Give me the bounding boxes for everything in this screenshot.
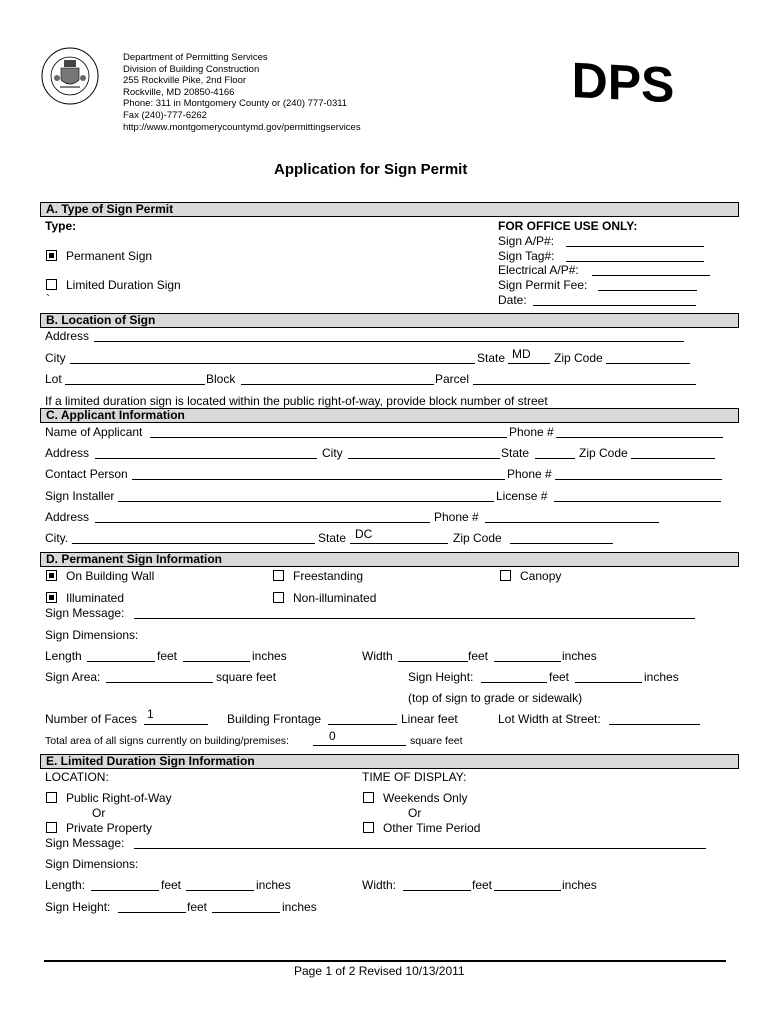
length-inches-unit: inches [252,649,287,663]
linear-feet-unit: Linear feet [401,712,458,726]
limited-height-feet-input[interactable] [118,912,186,913]
license-input[interactable] [554,501,721,502]
row-note: If a limited duration sign is located within the public right-of-way, provide block number of street [45,394,548,408]
lot-input[interactable] [65,384,205,385]
license-label: License # [496,489,548,503]
applicant-zip-label: Zip Code [579,446,628,460]
sign-dimensions-label: Sign Dimensions: [45,628,139,642]
section-e-heading: E. Limited Duration Sign Information [40,754,739,769]
time-or-text: Or [408,806,422,820]
electrical-ap-line [592,275,710,276]
header-link[interactable]: http://www.montgomerycountymd.gov/permittingservices [123,121,361,133]
building-frontage-input[interactable] [328,724,397,725]
limited-length-feet-input[interactable] [91,890,159,891]
length-feet-input[interactable] [87,661,155,662]
installer-city-label: City. [45,531,69,545]
installer-address-label: Address [45,510,90,524]
applicant-address-input[interactable] [95,458,317,459]
illuminated-label: Illuminated [66,591,125,605]
limited-width-inches-input[interactable] [494,890,561,891]
sign-height-feet-unit: feet [549,670,570,684]
applicant-state-input[interactable] [535,458,575,459]
contact-phone-input[interactable] [555,479,722,480]
date-line [533,305,696,306]
limited-width-inches-unit: inches [562,878,597,892]
sign-area-label: Sign Area: [45,670,101,684]
limited-duration-label: Limited Duration Sign [66,278,181,292]
total-area-label: Total area of all signs currently on building/premises: [45,735,289,747]
applicant-zip-input[interactable] [631,458,715,459]
width-feet-unit: feet [468,649,489,663]
lot-width-label: Lot Width at Street: [498,712,601,726]
sign-message-label: Sign Message: [45,606,125,620]
electrical-ap-field[interactable] [498,263,579,277]
office-field-label: Date: [498,293,527,307]
type-label: Type: [45,219,77,233]
lot-width-input[interactable] [609,724,700,725]
applicant-phone-label: Phone # [509,425,554,439]
width-label: Width [362,649,393,663]
sign-height-feet-input[interactable] [481,682,547,683]
width-feet-input[interactable] [398,661,468,662]
installer-address-input[interactable] [95,522,430,523]
canopy-label: Canopy [520,569,562,583]
total-area-unit: square feet [410,735,463,747]
limited-height-feet-unit: feet [187,900,208,914]
weekends-only-checkbox[interactable] [363,792,374,803]
location-city-input[interactable] [70,363,475,364]
building-wall-checkbox[interactable] [46,570,57,581]
limited-duration-checkbox[interactable] [46,279,57,290]
sign-height-label: Sign Height: [408,670,474,684]
page-title: Application for Sign Permit [274,161,468,178]
installer-phone-input[interactable] [485,522,659,523]
length-label: Length [45,649,82,663]
freestanding-label: Freestanding [293,569,364,583]
date-field[interactable] [498,293,527,307]
location-label: LOCATION: [45,770,109,784]
applicant-name-label: Name of Applicant [45,425,143,439]
sign-ap-line [566,246,704,247]
sign-installer-input[interactable] [118,501,494,502]
lot-label: Lot [45,372,62,386]
header-line: Phone: 311 in Montgomery County or (240) 777-0311 [123,98,348,110]
permanent-sign-label: Permanent Sign [66,249,153,263]
location-city-label: City [45,351,66,365]
public-row-label: Public Right-of-Way [66,791,172,805]
building-wall-label: On Building Wall [66,569,155,583]
sign-area-unit: square feet [216,670,277,684]
sign-tag-line [566,261,704,262]
section-b-heading: B. Location of Sign [40,313,739,328]
length-feet-unit: feet [157,649,178,663]
applicant-city-label: City [322,446,343,460]
contact-phone-label: Phone # [507,467,552,481]
illuminated-checkbox[interactable] [46,592,57,603]
location-or-text: Or [92,806,106,820]
limited-height-inches-input[interactable] [212,912,280,913]
stray-mark: ` [46,292,50,306]
applicant-address-label: Address [45,446,90,460]
location-address-label: Address [45,329,90,343]
dps-logo-text: DPS [571,52,675,114]
permit-fee-line [598,290,697,291]
limited-width-feet-input[interactable] [403,890,471,891]
location-zip-input[interactable] [606,363,690,364]
weekends-only-label: Weekends Only [383,791,468,805]
office-field-label: Sign A/P#: [498,234,555,248]
canopy-checkbox[interactable] [500,570,511,581]
length-inches-input[interactable] [183,661,250,662]
header-line: Department of Permitting Services [123,52,268,63]
section-c-heading: C. Applicant Information [40,408,739,423]
limited-length-feet-unit: feet [161,878,182,892]
applicant-state-label: State [501,446,530,460]
applicant-name-input[interactable] [150,437,507,438]
sign-installer-label: Sign Installer [45,489,115,503]
limited-sign-message-label: Sign Message: [45,836,125,850]
width-inches-unit: inches [562,649,597,663]
limited-length-inches-input[interactable] [186,890,254,891]
office-use-title: FOR OFFICE USE ONLY: [498,219,638,233]
header-line: Rockville, MD 20850-4166 [123,86,235,98]
office-field-label: Electrical A/P#: [498,263,579,277]
installer-state-value[interactable]: DC [355,527,373,541]
number-of-faces-value[interactable]: 1 [147,707,154,721]
installer-state-line [350,543,448,544]
limited-width-label: Width: [362,878,397,892]
sign-message-input[interactable] [134,618,695,619]
header-line: 255 Rockville Pike, 2nd Floor [123,75,247,87]
permanent-sign-checkbox[interactable] [46,250,57,261]
time-of-display-label: TIME OF DISPLAY: [362,770,467,784]
other-time-label: Other Time Period [383,821,481,835]
limited-width-feet-unit: feet [472,878,493,892]
public-row-checkbox[interactable] [46,792,57,803]
sign-permit-fee-field[interactable] [498,278,587,292]
other-time-checkbox[interactable] [363,822,374,833]
number-of-faces-line [144,724,208,725]
building-frontage-label: Building Frontage [227,712,322,726]
office-field-label: Sign Tag#: [498,249,555,263]
parcel-input[interactable] [473,384,696,385]
sign-ap-field[interactable] [498,234,554,248]
sign-area-input[interactable] [106,682,213,683]
sign-tag-field[interactable] [498,249,555,263]
page-footer: Page 1 of 2 Revised 10/13/2011 [294,964,465,978]
number-of-faces-label: Number of Faces [45,712,138,726]
header-line: Division of Building Construction [123,63,260,75]
contact-person-input[interactable] [132,479,505,480]
limited-height-inches-unit: inches [282,900,317,914]
installer-phone-label: Phone # [434,510,479,524]
limited-length-inches-unit: inches [256,878,291,892]
sign-height-note: (top of sign to grade or sidewalk) [408,691,583,705]
block-label: Block [206,372,236,386]
block-input[interactable] [241,384,434,385]
footer-rule [44,960,726,962]
installer-zip-input[interactable] [510,543,613,544]
location-state-line [508,363,550,364]
contact-person-label: Contact Person [45,467,128,481]
freestanding-checkbox[interactable] [273,570,284,581]
section-a-heading: A. Type of Sign Permit [40,202,739,217]
private-property-checkbox[interactable] [46,822,57,833]
location-address-input[interactable] [94,341,684,342]
installer-city-input[interactable] [72,543,315,544]
total-area-value[interactable]: 0 [329,729,336,743]
department-header [123,52,361,133]
dps-logo [553,44,693,114]
applicant-phone-input[interactable] [556,437,723,438]
applicant-city-input[interactable] [348,458,500,459]
section-d-heading: D. Permanent Sign Information [40,552,739,567]
county-seal-logo [40,46,100,106]
location-state-label: State [477,351,506,365]
total-area-line [313,745,406,746]
location-state-value[interactable]: MD [512,347,531,361]
limited-length-label: Length: [45,878,86,892]
non-illuminated-label: Non-illuminated [293,591,377,605]
location-zip-label: Zip Code [554,351,603,365]
non-illuminated-checkbox[interactable] [273,592,284,603]
header-line: Fax (240)-777-6262 [123,109,207,121]
limited-height-label: Sign Height: [45,900,111,914]
installer-state-label: State [318,531,347,545]
limited-dimensions-label: Sign Dimensions: [45,857,139,871]
limited-sign-message-input[interactable] [134,848,706,849]
sign-height-inches-unit: inches [644,670,679,684]
parcel-label: Parcel [435,372,470,386]
private-property-label: Private Property [66,821,153,835]
installer-zip-label: Zip Code [453,531,502,545]
office-field-label: Sign Permit Fee: [498,278,588,292]
sign-height-inches-input[interactable] [575,682,642,683]
width-inches-input[interactable] [494,661,561,662]
